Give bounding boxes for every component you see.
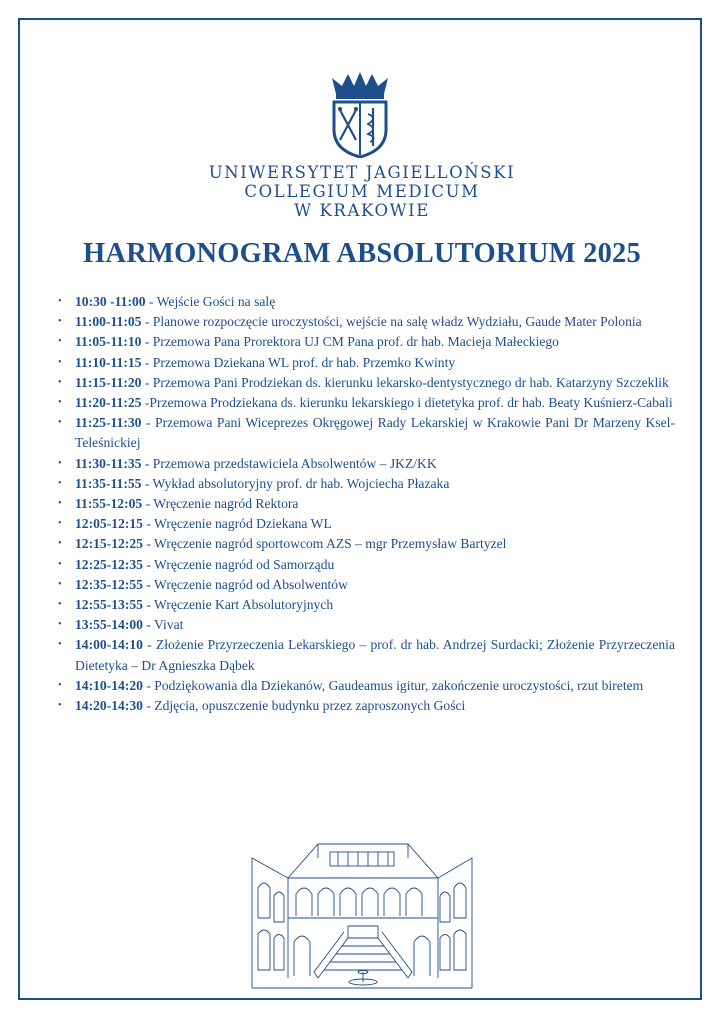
agenda-description: Złożenie Przyrzeczenia Lekarskiego – prof. dr hab. Andrzej Surdacki; Złożenie Przyrzeczenia Dietetyka – Dr Agnieszka Dąbek (75, 637, 675, 673)
agenda-description: Przemowa Pani Wiceprezes Okręgowej Rady Lekarskiej w Krakowie Pani Dr Marzeny Ksel-Teleśnickiej (75, 415, 675, 451)
agenda-item (58, 474, 675, 494)
agenda-separator: - (142, 496, 154, 512)
agenda-item (58, 312, 675, 332)
agenda-separator: - (142, 677, 155, 693)
agenda-separator: - (141, 395, 150, 411)
agenda-separator: - (142, 516, 155, 532)
agenda-item (58, 555, 675, 575)
agenda-separator: - (142, 637, 156, 653)
agenda-item (58, 514, 675, 534)
agenda-time: 11:00-11:05 (75, 314, 142, 330)
university-crest-icon (328, 72, 392, 158)
agenda-item (58, 494, 675, 514)
agenda-item (58, 373, 675, 393)
agenda-separator: - (141, 334, 153, 350)
agenda-time: 11:30-11:35 (75, 455, 142, 471)
agenda-item (58, 595, 675, 615)
agenda-separator: - (142, 576, 155, 592)
agenda-separator: - (141, 354, 153, 370)
agenda-description: Wręczenie nagród sportowcom AZS – mgr Przemysław Bartyzel (154, 536, 507, 552)
agenda-description: Wręczenie nagród Rektora (153, 496, 299, 512)
agenda-description: Podziękowania dla Dziekanów, Gaudeamus igitur, zakończenie uroczystości, rzut biretem (154, 677, 644, 693)
agenda-time: 10:30 -11:00 (75, 294, 146, 309)
agenda-time: 11:25-11:30 (75, 415, 142, 431)
agenda-time: 12:55-13:55 (75, 597, 143, 613)
university-name-line-2: COLLEGIUM MEDICUM (244, 182, 480, 201)
university-name-line-3: W KRAKOWIE (294, 201, 430, 220)
agenda-time: 12:15-12:25 (75, 536, 143, 552)
agenda-time: 12:35-12:55 (75, 576, 143, 592)
agenda-separator: - (145, 294, 157, 309)
agenda-description: Wykład absolutoryjny prof. dr hab. Wojciecha Płazaka (152, 475, 450, 491)
agenda-time: 11:10-11:15 (75, 354, 142, 370)
agenda-item (58, 615, 675, 635)
agenda-item (58, 393, 675, 413)
agenda-item (58, 676, 675, 696)
agenda-separator: - (141, 314, 153, 330)
agenda-separator: - (141, 455, 153, 471)
agenda-description: Przemowa Dziekana WL prof. dr hab. Przemko Kwinty (152, 354, 456, 370)
agenda-separator: - (142, 536, 155, 552)
agenda-item (58, 696, 675, 716)
agenda-description: Wręczenie Kart Absolutoryjnych (154, 597, 334, 613)
agenda-description: Planowe rozpoczęcie uroczystości, wejście na salę władz Wydziału, Gaude Mater Polonia (152, 314, 642, 330)
agenda-time: 14:10-14:20 (75, 677, 143, 693)
agenda-separator: - (142, 597, 155, 613)
agenda-list (58, 292, 675, 716)
agenda-separator: - (141, 415, 156, 431)
agenda-item (58, 353, 675, 373)
agenda-description: Przemowa przedstawiciela Absolwentów – JKZ/KK (152, 455, 437, 471)
agenda-item (58, 575, 675, 595)
agenda-time: 11:20-11:25 (75, 395, 142, 411)
agenda-time: 11:55-12:05 (75, 496, 143, 512)
agenda-separator: - (142, 698, 155, 714)
agenda-description: Vivat (154, 617, 184, 633)
agenda-time: 14:00-14:10 (75, 637, 143, 653)
agenda-time: 11:15-11:20 (75, 374, 142, 390)
agenda-item (58, 534, 675, 554)
agenda-description: Wręczenie nagród Dziekana WL (154, 516, 332, 532)
courtyard-illustration (248, 838, 476, 990)
university-name-line-1: UNIWERSYTET JAGIELLOŃSKI (208, 163, 516, 182)
agenda-time: 13:55-14:00 (75, 617, 143, 633)
agenda-description: Zdjęcia, opuszczenie budynku przez zaproszonych Gości (154, 698, 466, 714)
page-title: HARMONOGRAM ABSOLUTORIUM 2025 (83, 238, 641, 269)
agenda-separator: - (142, 556, 155, 572)
agenda-item (58, 454, 675, 474)
agenda-description: Wręczenie nagród od Absolwentów (154, 576, 348, 592)
agenda-time: 14:20-14:30 (75, 698, 143, 714)
agenda-time: 11:35-11:55 (75, 475, 142, 491)
agenda-description: Wejście Gości na salę (156, 294, 276, 309)
agenda-time: 12:25-12:35 (75, 556, 143, 572)
agenda-description: Przemowa Pani Prodziekan ds. kierunku lekarsko-dentystycznego dr hab. Katarzyny Szczeklik (152, 374, 669, 390)
agenda-item (58, 292, 675, 312)
agenda-time: 12:05-12:15 (75, 516, 143, 532)
agenda-separator: - (141, 374, 153, 390)
agenda-description: Przemowa Pana Prorektora UJ CM Pana prof. dr hab. Macieja Małeckiego (152, 334, 559, 350)
agenda-description: Wręczenie nagród od Samorządu (154, 556, 335, 572)
agenda-item (58, 332, 675, 352)
agenda-separator: - (141, 475, 153, 491)
agenda-item (58, 413, 675, 453)
agenda-time: 11:05-11:10 (75, 334, 142, 350)
agenda-item (58, 635, 675, 675)
agenda-separator: - (142, 617, 155, 633)
agenda-description: Przemowa Prodziekana ds. kierunku lekarskiego i dietetyka prof. dr hab. Beaty Kuśnierz-Cabali (149, 395, 673, 411)
